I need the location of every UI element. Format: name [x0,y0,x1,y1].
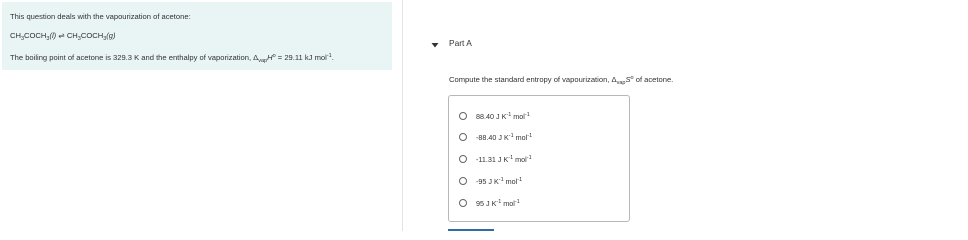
option-5[interactable] [459,197,520,209]
submit-button[interactable] [448,229,494,231]
radio-button[interactable] [459,199,467,207]
option-label: -11.31 J $K^{-1}$ mol$^{-1}$ [476,154,532,164]
triangle-down-icon[interactable] [429,39,441,51]
question-intro-panel [2,2,392,70]
intro-text: This question deals with the vapourization of acetone: [10,12,191,21]
boiling-point-text: The boiling point of acetone is 329.3 K and the enthalpy of vaporization, $\Delta_{vap}H^o = 29.11$ kJ mol$^{-1}$. [10,53,334,64]
option-label: 88.40 J $K^{-1}$ mol$^{-1}$ [476,111,530,121]
option-label: -95 J $K^{-1}$ mol$^{-1}$ [476,176,523,186]
option-3[interactable] [459,153,532,165]
radio-button[interactable] [459,155,467,163]
part-a-title[interactable]: Part A [449,38,472,48]
option-4[interactable] [459,175,522,187]
panel-divider [402,0,403,231]
option-2[interactable] [459,131,532,143]
radio-button[interactable] [459,112,467,120]
option-label: -88.40 J $K^{-1}$ mol$^{-1}$ [476,132,533,142]
question-prompt: Compute the standard entropy of vapourization, $\Delta_{vap}S^o$ of acetone. [449,75,674,86]
option-label: 95 J $K^{-1}$ mol$^{-1}$ [476,198,520,208]
radio-button[interactable] [459,177,467,185]
equilibrium-arrow-icon: ⇌ [58,31,65,40]
answer-options [448,95,630,222]
reaction-equation: $CH_3COCH_3(l)$ ⇌ $CH_3COCH_3(g)$ [10,31,116,42]
option-1[interactable] [459,110,530,122]
radio-button[interactable] [459,133,467,141]
